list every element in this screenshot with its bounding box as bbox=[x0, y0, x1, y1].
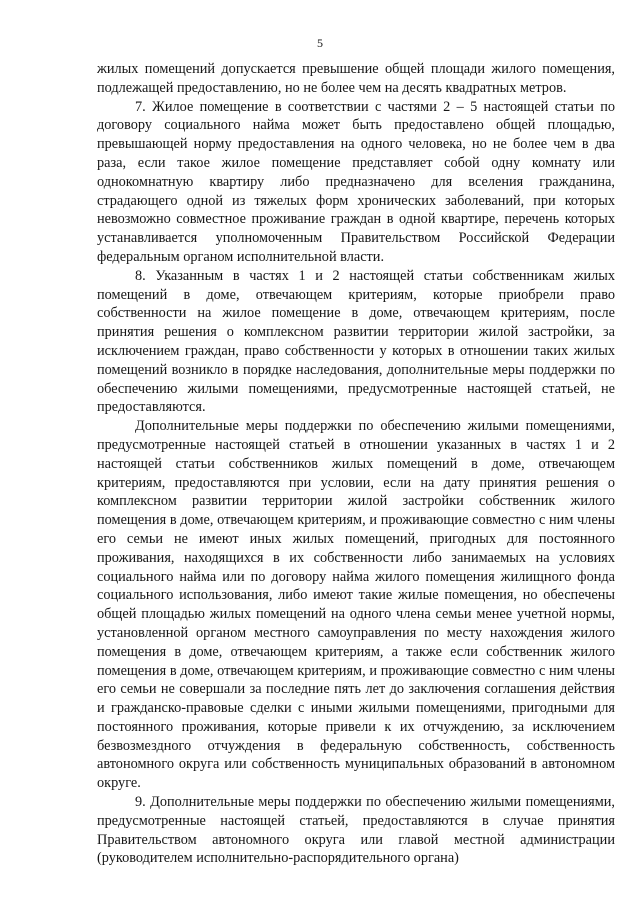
paragraph: жилых помещений допускается превышение общей площади жилого помещения, подлежащей предоставлению, но не более чем на десять квадратных метров. bbox=[97, 61, 615, 96]
page-number: 5 bbox=[317, 36, 323, 50]
paragraph: 8. Указанным в частях 1 и 2 настоящей статьи собственникам жилых помещений в доме, отвечающем критериям, которые приобрели право собственности на жилое помещение в доме, отвечающем критериям, после принятия решения о комплексном развитии территории жилой застройки, за исключением граждан, право собственности у которых в отношении таких жилых помещений возникло в порядке наследования, дополнительные меры поддержки по обеспечению жилыми помещениями, предусмотренные настоящей статьей, не предоставляются. bbox=[97, 267, 615, 416]
paragraph: Дополнительные меры поддержки по обеспечению жилыми помещениями, предусмотренные настоящей статьей в отношении указанных в частях 1 и 2 настоящей статьи собственников жилых помещений в доме, отвечающем критериям, предоставляются при условии, если на дату принятия решения о комплексном развитии территории жилой застройки собственник жилого помещения в доме, отвечающем критериям, и проживающие совместно с ним члены его семьи не имеют иных жилых помещений, пригодных для постоянного проживания, находящихся в их собственности либо занимаемых на условиях социального найма или по договору найма жилого помещения жилищного фонда социального использования, либо имеют такие жилые помещения, но обеспечены общей площадью жилых помещений на одного члена семьи менее учетной нормы, установленной органом местного самоуправления по месту нахождения жилого помещения в доме, отвечающем критериям, а также если собственник жилого помещения в доме, отвечающем критериям, и проживающие совместно с ним члены его семьи не совершали за последние пять лет до заключения соглашения действия и гражданско-правовые сделки с иными жилыми помещениями, пригодными для постоянного проживания, которые привели к их отчуждению, за исключением безвозмездного отчуждения в федеральную собственность, собственность автономного округа или собственность муниципальных образований в автономном округе. bbox=[97, 418, 615, 792]
document-body bbox=[97, 60, 615, 868]
paragraph: 7. Жилое помещение в соответствии с частями 2 – 5 настоящей статьи по договору социального найма может быть предоставлено общей площадью, превышающей норму предоставления на одного человека, но не более чем в два раза, если такое жилое помещение представляет собой одну комнату или однокомнатную квартиру либо предназначено для вселения гражданина, страдающего одной из тяжелых форм хронических заболеваний, при которых невозможно совместное проживание граждан в одной квартире, перечень которых устанавливается уполномоченным Правительством Российской Федерации федеральным органом исполнительной власти. bbox=[97, 98, 615, 265]
paragraph: 9. Дополнительные меры поддержки по обеспечению жилыми помещениями, предусмотренные настоящей статьей, предоставляются в случае принятия Правительством автономного округа или главой местной администрации (руководителем исполнительно-распорядительного органа) bbox=[97, 794, 615, 867]
